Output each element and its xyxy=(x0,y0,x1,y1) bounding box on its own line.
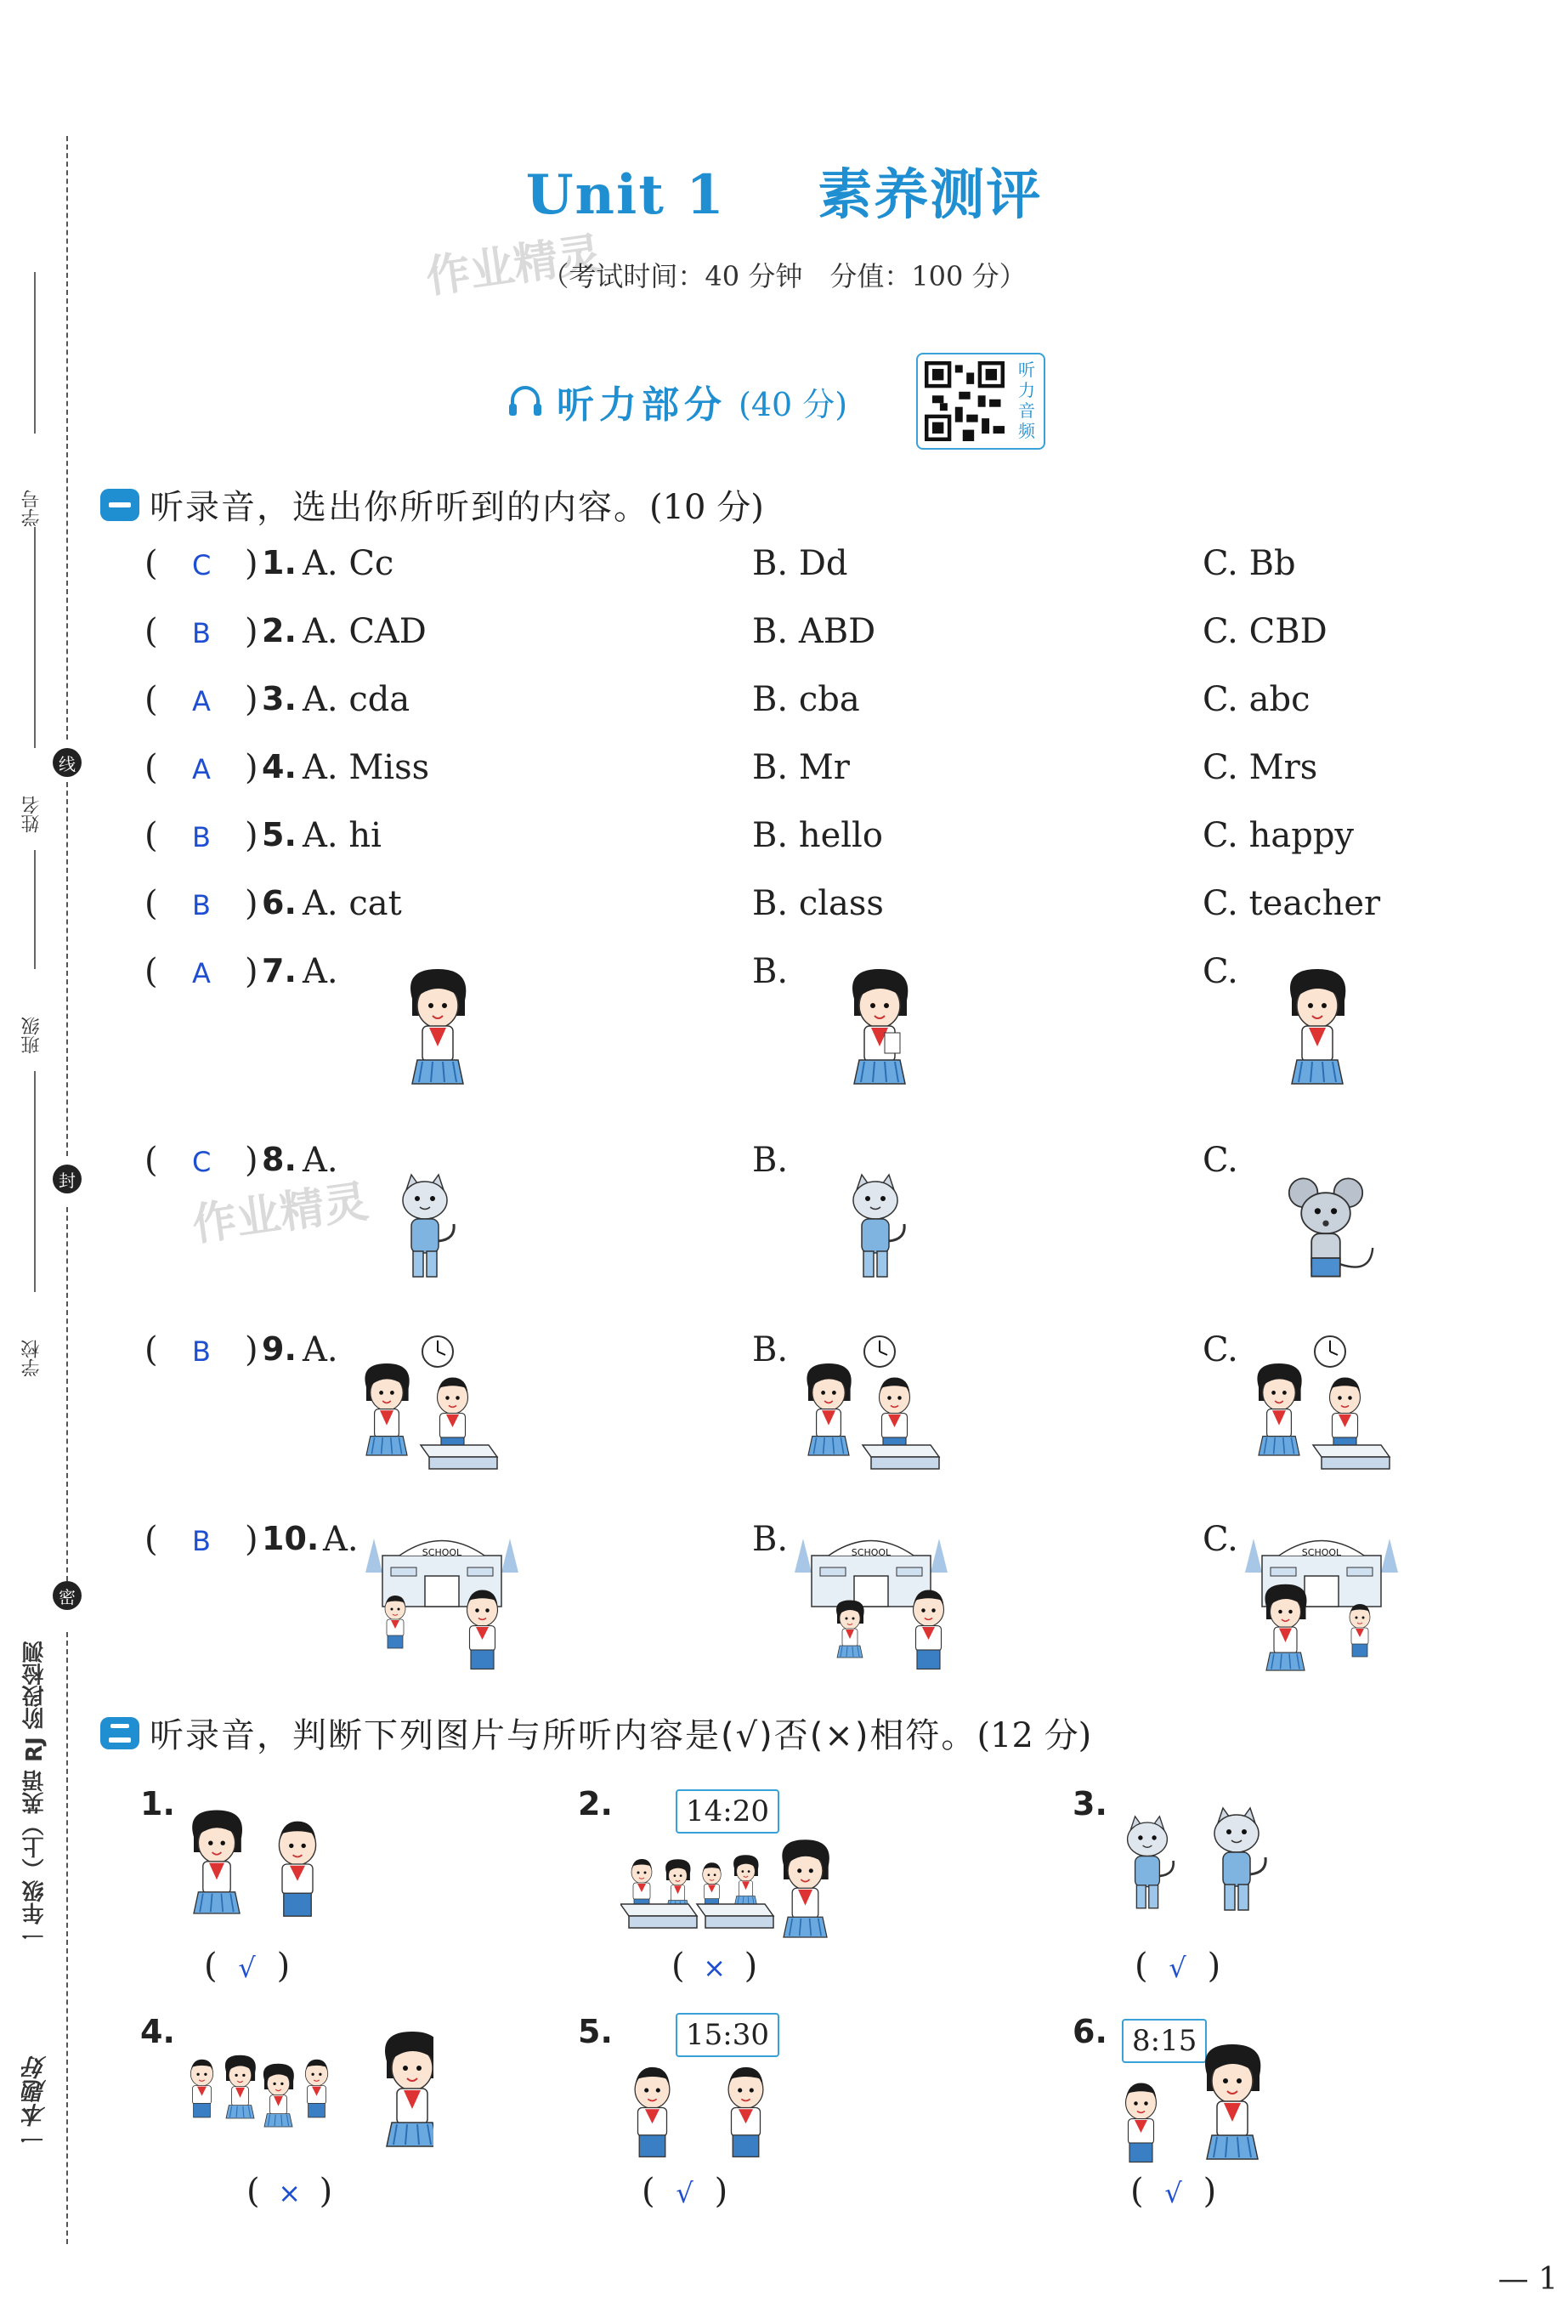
item-number: 2. xyxy=(578,1785,613,1822)
option-c[interactable]: C. Bb xyxy=(1203,544,1296,583)
watermark: 作业精灵 xyxy=(422,228,605,304)
blank-line xyxy=(34,1071,36,1292)
title-text: 素养测评 xyxy=(818,164,1043,227)
exam-info: （考试时间：40 分钟 分值：100 分） xyxy=(541,260,1027,292)
page-number: — 1 xyxy=(1497,2262,1558,2297)
question-row: ( B ) 9. A. B. C. xyxy=(144,1330,1238,1369)
time-label: 8:15 xyxy=(1122,2019,1207,2063)
question-number: 4. xyxy=(262,748,297,785)
section2-points: (12 分) xyxy=(976,1716,1092,1755)
section1-points: (10 分) xyxy=(649,488,764,527)
question-row: ( B ) 2. A. CAD B. ABD C. CBD xyxy=(144,612,1327,651)
girl-waving-image[interactable] xyxy=(395,965,480,1088)
boy-teacher-image xyxy=(1109,2040,1279,2168)
cut-line xyxy=(66,1207,68,1581)
option-b[interactable]: B. Mr xyxy=(752,748,850,787)
qr-label: 听力音频 xyxy=(1018,360,1035,441)
seal-circle: 封 xyxy=(53,1165,82,1193)
option-a[interactable]: A. Cc xyxy=(303,544,394,583)
listening-header xyxy=(506,374,847,428)
page-title xyxy=(0,151,1568,230)
question-number: 2. xyxy=(262,612,297,649)
option-c[interactable]: C. abc xyxy=(1203,680,1310,719)
item-number: 3. xyxy=(1073,1785,1107,1822)
answer-mark[interactable]: B xyxy=(192,1335,211,1368)
judge-mark[interactable]: √ xyxy=(1169,1952,1186,1984)
cat-waving-image[interactable] xyxy=(833,1156,918,1296)
book-title-vertical: 一年级（上）英语 RJ 阶段检测 xyxy=(22,1641,48,1947)
section1-header xyxy=(100,480,764,529)
question-row: ( A ) 3. A. cda B. cba C. abc xyxy=(144,680,1310,719)
school-scene-image[interactable] xyxy=(1245,1530,1411,1692)
option-b[interactable]: B. Dd xyxy=(752,544,848,583)
classroom-greeting-image[interactable] xyxy=(795,1335,952,1488)
option-a[interactable]: A. CAD xyxy=(303,612,427,651)
judge-answer[interactable]: ( √ ) xyxy=(642,2172,728,2211)
girl-ponytail-image[interactable] xyxy=(837,965,922,1088)
school-sign: SCHOOL xyxy=(422,1547,462,1558)
headphones-icon xyxy=(506,382,545,421)
cats-image xyxy=(1109,1802,1288,1938)
blank-line xyxy=(34,850,36,969)
brand-logo: 一本题好 xyxy=(21,2055,49,2151)
answer-mark[interactable]: A xyxy=(192,957,211,989)
question-row: ( B ) 10. A. B. C. xyxy=(144,1520,1238,1559)
section2-header xyxy=(100,1709,1091,1757)
school-scene-image[interactable] xyxy=(365,1530,531,1692)
judge-mark[interactable]: √ xyxy=(676,2177,693,2209)
class-greeting-teacher-image xyxy=(178,2027,433,2163)
question-row: ( A ) 7. A. B. C. xyxy=(144,952,1238,991)
line-circle: 线 xyxy=(53,748,82,777)
judge-answer[interactable]: ( √ ) xyxy=(204,1947,291,1986)
answer-mark[interactable]: B xyxy=(192,617,211,649)
judge-answer[interactable]: ( √ ) xyxy=(1130,2172,1217,2211)
option-a[interactable]: A. xyxy=(303,1141,338,1180)
option-c[interactable]: C. CBD xyxy=(1203,612,1327,651)
girl-greeting-image[interactable] xyxy=(1275,965,1360,1088)
blank-line xyxy=(34,272,36,434)
answer-mark[interactable]: C xyxy=(192,1146,212,1178)
secret-circle: 密 xyxy=(53,1581,82,1610)
question-row: ( A ) 4. A. Miss B. Mr C. Mrs xyxy=(144,748,1318,787)
mouse-image[interactable] xyxy=(1275,1173,1377,1292)
option-c[interactable]: C. xyxy=(1203,952,1238,991)
listening-label: 听力部分 xyxy=(557,383,727,427)
option-c[interactable]: C. happy xyxy=(1203,816,1355,855)
school-sign: SCHOOL xyxy=(851,1547,892,1558)
question-row: ( C ) 1. A. Cc B. Dd C. Bb xyxy=(144,544,1296,583)
item-number: 1. xyxy=(140,1785,175,1822)
option-c[interactable]: C. teacher xyxy=(1203,884,1381,923)
judge-mark[interactable]: √ xyxy=(1164,2177,1182,2209)
question-row: ( B ) 5. A. hi B. hello C. happy xyxy=(144,816,1355,855)
option-b[interactable]: B. xyxy=(752,1330,789,1369)
cat-image[interactable] xyxy=(382,1156,467,1296)
option-c[interactable]: C. Mrs xyxy=(1203,748,1318,787)
question-number: 6. xyxy=(262,884,297,921)
qr-code-icon xyxy=(925,361,1005,441)
judge-answer[interactable]: ( × ) xyxy=(246,2172,333,2211)
watermark: 作业精灵 xyxy=(189,1176,371,1252)
school-scene-image[interactable] xyxy=(795,1530,960,1692)
question-number: 10. xyxy=(262,1520,320,1557)
blank-line xyxy=(34,527,36,748)
answer-mark[interactable]: A xyxy=(192,753,211,785)
boys-greeting-image xyxy=(616,2057,803,2168)
cut-line xyxy=(66,1632,68,2244)
option-b[interactable]: B. cba xyxy=(752,680,860,719)
answer-mark[interactable]: B xyxy=(192,889,211,921)
option-c[interactable]: C. xyxy=(1203,1141,1238,1180)
question-number: 3. xyxy=(262,680,297,717)
classroom-image xyxy=(620,1836,833,1947)
answer-mark[interactable]: B xyxy=(192,1525,211,1557)
answer-mark[interactable]: C xyxy=(192,549,212,581)
school-label: 学校 xyxy=(21,1340,42,1377)
children-greeting-image xyxy=(174,1802,353,1938)
name-label: 姓名 xyxy=(21,796,42,833)
option-b[interactable]: B. xyxy=(752,1520,789,1559)
judge-mark[interactable]: × xyxy=(278,2177,302,2209)
question-row: ( C ) 8. A. B. C. xyxy=(144,1141,1238,1180)
answer-mark[interactable]: B xyxy=(192,821,211,853)
question-row: ( B ) 6. A. cat B. class C. teacher xyxy=(144,884,1381,923)
listening-points: (40 分) xyxy=(739,385,848,423)
section1-title: 听录音，选出你所听到的内容。 xyxy=(150,488,649,527)
section-number-two-icon xyxy=(100,1717,139,1749)
classroom-greeting-image[interactable] xyxy=(1245,1335,1402,1488)
judge-mark[interactable]: √ xyxy=(238,1952,256,1984)
option-b[interactable]: B. ABD xyxy=(752,612,876,651)
option-a[interactable]: A. xyxy=(303,1330,338,1369)
judge-mark[interactable]: × xyxy=(703,1952,727,1984)
option-a[interactable]: A. cat xyxy=(303,884,402,923)
binding-margin xyxy=(0,0,93,2324)
question-number: 8. xyxy=(262,1141,297,1178)
option-c[interactable]: C. xyxy=(1203,1520,1238,1559)
question-number: 7. xyxy=(262,952,297,989)
option-b[interactable]: B. hello xyxy=(752,816,883,855)
option-a[interactable]: A. cda xyxy=(303,680,410,719)
item-number: 4. xyxy=(140,2013,175,2050)
section-number-one-icon xyxy=(100,489,139,521)
class-label: 班级 xyxy=(21,1017,42,1054)
item-number: 5. xyxy=(578,2013,613,2050)
answer-mark[interactable]: A xyxy=(192,685,211,717)
question-number: 5. xyxy=(262,816,297,853)
item-number: 6. xyxy=(1073,2013,1107,2050)
qr-code-box[interactable] xyxy=(916,353,1045,450)
judge-answer[interactable]: ( × ) xyxy=(671,1947,758,1986)
section2-title: 听录音，判断下列图片与所听内容是(√)否(×)相符。 xyxy=(150,1716,977,1755)
classroom-greeting-image[interactable] xyxy=(353,1335,510,1488)
option-a[interactable]: A. xyxy=(323,1520,359,1559)
option-b[interactable]: B. xyxy=(752,1141,789,1180)
time-label: 15:30 xyxy=(676,2013,779,2057)
option-a[interactable]: A. xyxy=(303,952,338,991)
cut-line xyxy=(66,782,68,1156)
student-id-label: 学号 xyxy=(21,490,42,527)
option-b[interactable]: B. class xyxy=(752,884,884,923)
school-sign: SCHOOL xyxy=(1301,1547,1342,1558)
question-number: 1. xyxy=(262,544,297,581)
unit-label: Unit 1 xyxy=(525,163,726,227)
time-label: 14:20 xyxy=(676,1789,779,1834)
option-a[interactable]: A. Miss xyxy=(303,748,430,787)
option-b[interactable]: B. xyxy=(752,952,789,991)
option-a[interactable]: A. hi xyxy=(303,816,382,855)
question-number: 9. xyxy=(262,1330,297,1368)
judge-answer[interactable]: ( √ ) xyxy=(1135,1947,1221,1986)
option-c[interactable]: C. xyxy=(1203,1330,1238,1369)
